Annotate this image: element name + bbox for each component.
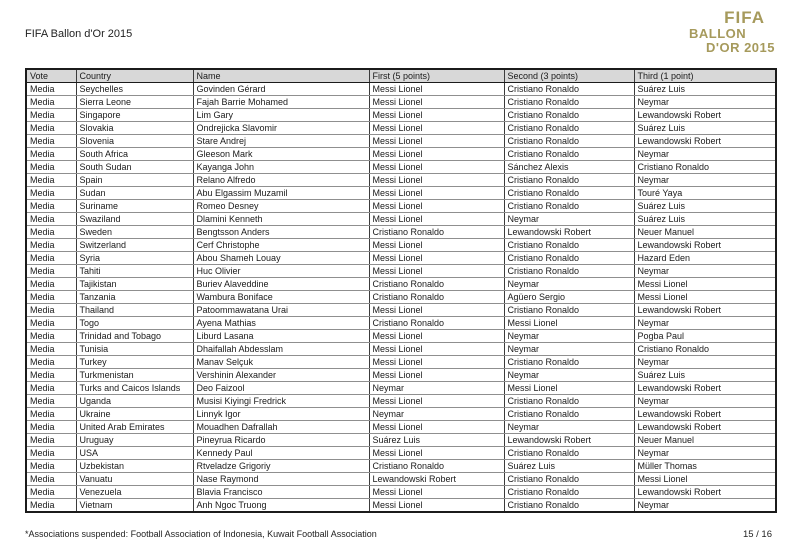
cell-name: Liburd Lasana	[193, 330, 369, 343]
cell-second: Neymar	[504, 213, 634, 226]
cell-vote: Media	[26, 343, 76, 356]
cell-first: Messi Lionel	[369, 343, 504, 356]
table-row	[26, 460, 776, 473]
cell-third: Messi Lionel	[634, 278, 776, 291]
cell-first: Cristiano Ronaldo	[369, 291, 504, 304]
cell-vote: Media	[26, 408, 76, 421]
cell-country: Suriname	[76, 200, 193, 213]
cell-first: Cristiano Ronaldo	[369, 226, 504, 239]
table-row	[26, 356, 776, 369]
cell-third: Lewandowski Robert	[634, 239, 776, 252]
cell-name: Anh Ngoc Truong	[193, 499, 369, 513]
cell-third: Lewandowski Robert	[634, 421, 776, 434]
cell-second: Cristiano Ronaldo	[504, 187, 634, 200]
cell-first: Messi Lionel	[369, 499, 504, 513]
table-row	[26, 83, 776, 96]
voting-results-table	[25, 68, 777, 513]
table-row	[26, 343, 776, 356]
cell-second: Cristiano Ronaldo	[504, 252, 634, 265]
cell-country: United Arab Emirates	[76, 421, 193, 434]
page-number: 15 / 16	[742, 529, 772, 540]
cell-first: Messi Lionel	[369, 161, 504, 174]
cell-name: Ondrejicka Slavomir	[193, 122, 369, 135]
cell-second: Cristiano Ronaldo	[504, 395, 634, 408]
cell-second: Cristiano Ronaldo	[504, 265, 634, 278]
cell-name: Bengtsson Anders	[193, 226, 369, 239]
cell-vote: Media	[26, 187, 76, 200]
table-row	[26, 434, 776, 447]
cell-vote: Media	[26, 135, 76, 148]
table-row	[26, 226, 776, 239]
cell-first: Suárez Luis	[369, 434, 504, 447]
cell-name: Mouadhen Dafrallah	[193, 421, 369, 434]
cell-first: Messi Lionel	[369, 252, 504, 265]
table-row	[26, 382, 776, 395]
logo-fifa-text: FIFA	[724, 8, 765, 27]
cell-first: Messi Lionel	[369, 174, 504, 187]
cell-third: Suárez Luis	[634, 369, 776, 382]
cell-country: Trinidad and Tobago	[76, 330, 193, 343]
cell-vote: Media	[26, 83, 76, 96]
header-cell-vote: Vote	[26, 69, 76, 83]
cell-name: Wambura Boniface	[193, 291, 369, 304]
cell-vote: Media	[26, 226, 76, 239]
cell-third: Suárez Luis	[634, 200, 776, 213]
cell-third: Lewandowski Robert	[634, 135, 776, 148]
cell-first: Cristiano Ronaldo	[369, 460, 504, 473]
cell-second: Neymar	[504, 421, 634, 434]
cell-name: Blavia Francisco	[193, 486, 369, 499]
cell-first: Messi Lionel	[369, 122, 504, 135]
cell-name: Pineyrua Ricardo	[193, 434, 369, 447]
cell-third: Neymar	[634, 174, 776, 187]
cell-second: Cristiano Ronaldo	[504, 148, 634, 161]
cell-third: Messi Lionel	[634, 291, 776, 304]
cell-vote: Media	[26, 382, 76, 395]
cell-second: Messi Lionel	[504, 317, 634, 330]
cell-country: Tunisia	[76, 343, 193, 356]
table-row	[26, 109, 776, 122]
cell-name: Manav Selçuk	[193, 356, 369, 369]
cell-first: Messi Lionel	[369, 213, 504, 226]
cell-name: Stare Andrej	[193, 135, 369, 148]
cell-first: Messi Lionel	[369, 304, 504, 317]
cell-vote: Media	[26, 174, 76, 187]
cell-second: Neymar	[504, 330, 634, 343]
cell-country: Switzerland	[76, 239, 193, 252]
cell-third: Lewandowski Robert	[634, 382, 776, 395]
cell-first: Messi Lionel	[369, 96, 504, 109]
cell-name: Gleeson Mark	[193, 148, 369, 161]
cell-third: Messi Lionel	[634, 473, 776, 486]
cell-vote: Media	[26, 317, 76, 330]
cell-third: Neymar	[634, 395, 776, 408]
cell-name: Fajah Barrie Mohamed	[193, 96, 369, 109]
cell-third: Hazard Eden	[634, 252, 776, 265]
cell-country: Togo	[76, 317, 193, 330]
cell-third: Neymar	[634, 356, 776, 369]
cell-country: USA	[76, 447, 193, 460]
cell-vote: Media	[26, 109, 76, 122]
page-title: FIFA Ballon d'Or 2015	[25, 28, 133, 40]
cell-second: Cristiano Ronaldo	[504, 356, 634, 369]
table-row	[26, 447, 776, 460]
header-cell-name: Name	[193, 69, 369, 83]
cell-country: South Sudan	[76, 161, 193, 174]
cell-vote: Media	[26, 213, 76, 226]
cell-third: Neuer Manuel	[634, 226, 776, 239]
cell-second: Lewandowski Robert	[504, 226, 634, 239]
cell-vote: Media	[26, 304, 76, 317]
table-row	[26, 369, 776, 382]
cell-name: Buriev Alaveddine	[193, 278, 369, 291]
cell-second: Cristiano Ronaldo	[504, 473, 634, 486]
cell-second: Cristiano Ronaldo	[504, 239, 634, 252]
cell-country: Slovenia	[76, 135, 193, 148]
header-cell-country: Country	[76, 69, 193, 83]
cell-first: Messi Lionel	[369, 369, 504, 382]
cell-third: Pogba Paul	[634, 330, 776, 343]
cell-first: Messi Lionel	[369, 135, 504, 148]
cell-name: Abu Elgassim Muzamil	[193, 187, 369, 200]
cell-second: Neymar	[504, 343, 634, 356]
cell-second: Cristiano Ronaldo	[504, 83, 634, 96]
cell-third: Touré Yaya	[634, 187, 776, 200]
cell-name: Abou Shameh Louay	[193, 252, 369, 265]
cell-vote: Media	[26, 369, 76, 382]
cell-first: Messi Lionel	[369, 356, 504, 369]
table-row	[26, 408, 776, 421]
table-row	[26, 148, 776, 161]
cell-first: Cristiano Ronaldo	[369, 278, 504, 291]
cell-third: Neymar	[634, 499, 776, 513]
cell-vote: Media	[26, 278, 76, 291]
cell-vote: Media	[26, 239, 76, 252]
cell-second: Cristiano Ronaldo	[504, 447, 634, 460]
cell-second: Messi Lionel	[504, 382, 634, 395]
table-row	[26, 265, 776, 278]
cell-country: Vietnam	[76, 499, 193, 513]
cell-vote: Media	[26, 122, 76, 135]
cell-first: Messi Lionel	[369, 486, 504, 499]
cell-vote: Media	[26, 460, 76, 473]
cell-first: Neymar	[369, 382, 504, 395]
cell-name: Musisi Kiyingi Fredrick	[193, 395, 369, 408]
cell-third: Suárez Luis	[634, 83, 776, 96]
cell-vote: Media	[26, 395, 76, 408]
cell-country: Spain	[76, 174, 193, 187]
cell-second: Agüero Sergio	[504, 291, 634, 304]
cell-name: Kennedy Paul	[193, 447, 369, 460]
cell-country: Turkey	[76, 356, 193, 369]
table-row	[26, 252, 776, 265]
header-cell-third: Third (1 point)	[634, 69, 776, 83]
logo-ballon-text: BALLON	[689, 26, 747, 41]
cell-country: Ukraine	[76, 408, 193, 421]
cell-first: Neymar	[369, 408, 504, 421]
cell-third: Cristiano Ronaldo	[634, 343, 776, 356]
cell-country: Turkmenistan	[76, 369, 193, 382]
cell-first: Messi Lionel	[369, 187, 504, 200]
cell-name: Huc Olivier	[193, 265, 369, 278]
cell-first: Cristiano Ronaldo	[369, 317, 504, 330]
cell-second: Cristiano Ronaldo	[504, 174, 634, 187]
cell-third: Suárez Luis	[634, 213, 776, 226]
cell-country: Thailand	[76, 304, 193, 317]
cell-vote: Media	[26, 434, 76, 447]
cell-third: Lewandowski Robert	[634, 408, 776, 421]
cell-name: Dhaifallah Abdesslam	[193, 343, 369, 356]
cell-name: Cerf Christophe	[193, 239, 369, 252]
cell-second: Cristiano Ronaldo	[504, 408, 634, 421]
table-row	[26, 200, 776, 213]
table-row	[26, 174, 776, 187]
cell-second: Lewandowski Robert	[504, 434, 634, 447]
cell-third: Cristiano Ronaldo	[634, 161, 776, 174]
cell-third: Lewandowski Robert	[634, 486, 776, 499]
cell-first: Messi Lionel	[369, 200, 504, 213]
cell-vote: Media	[26, 161, 76, 174]
cell-third: Neymar	[634, 447, 776, 460]
cell-second: Cristiano Ronaldo	[504, 96, 634, 109]
table-row	[26, 239, 776, 252]
cell-name: Ayena Mathias	[193, 317, 369, 330]
cell-country: Syria	[76, 252, 193, 265]
fifa-ballon-dor-logo	[689, 9, 775, 54]
table-row	[26, 278, 776, 291]
table-row	[26, 317, 776, 330]
cell-vote: Media	[26, 96, 76, 109]
cell-vote: Media	[26, 486, 76, 499]
cell-first: Messi Lionel	[369, 265, 504, 278]
cell-second: Neymar	[504, 278, 634, 291]
table-row	[26, 395, 776, 408]
cell-first: Messi Lionel	[369, 148, 504, 161]
logo-dor-2015-text: D'OR 2015	[705, 40, 775, 55]
cell-country: Vanuatu	[76, 473, 193, 486]
suspended-associations-footnote: *Associations suspended: Football Association of Indonesia, Kuwait Football Association	[25, 529, 377, 539]
cell-second: Cristiano Ronaldo	[504, 122, 634, 135]
cell-country: Slovakia	[76, 122, 193, 135]
cell-first: Messi Lionel	[369, 421, 504, 434]
cell-vote: Media	[26, 330, 76, 343]
cell-country: Sudan	[76, 187, 193, 200]
table-row	[26, 213, 776, 226]
table-row	[26, 486, 776, 499]
cell-second: Sánchez Alexis	[504, 161, 634, 174]
cell-second: Cristiano Ronaldo	[504, 200, 634, 213]
table-header-row	[26, 69, 776, 83]
table-row	[26, 291, 776, 304]
cell-vote: Media	[26, 447, 76, 460]
cell-country: Uruguay	[76, 434, 193, 447]
cell-second: Cristiano Ronaldo	[504, 499, 634, 513]
cell-third: Neymar	[634, 265, 776, 278]
table-row	[26, 96, 776, 109]
table-row	[26, 161, 776, 174]
cell-name: Rtveladze Grigoriy	[193, 460, 369, 473]
cell-name: Vershinin Alexander	[193, 369, 369, 382]
cell-first: Messi Lionel	[369, 109, 504, 122]
table-row	[26, 473, 776, 486]
cell-name: Linnyk Igor	[193, 408, 369, 421]
cell-country: Sweden	[76, 226, 193, 239]
cell-vote: Media	[26, 252, 76, 265]
table-row	[26, 122, 776, 135]
cell-country: Seychelles	[76, 83, 193, 96]
cell-country: Tajikistan	[76, 278, 193, 291]
cell-first: Lewandowski Robert	[369, 473, 504, 486]
cell-vote: Media	[26, 148, 76, 161]
cell-name: Deo Faizool	[193, 382, 369, 395]
table-row	[26, 304, 776, 317]
cell-name: Kayanga John	[193, 161, 369, 174]
cell-name: Govinden Gérard	[193, 83, 369, 96]
cell-country: South Africa	[76, 148, 193, 161]
cell-country: Swaziland	[76, 213, 193, 226]
table-body	[26, 83, 776, 513]
header-cell-first: First (5 points)	[369, 69, 504, 83]
cell-vote: Media	[26, 265, 76, 278]
cell-country: Uzbekistan	[76, 460, 193, 473]
header-cell-second: Second (3 points)	[504, 69, 634, 83]
cell-name: Relano Alfredo	[193, 174, 369, 187]
cell-second: Suárez Luis	[504, 460, 634, 473]
cell-name: Patoommawatana Urai	[193, 304, 369, 317]
table-row	[26, 135, 776, 148]
cell-first: Messi Lionel	[369, 395, 504, 408]
cell-first: Messi Lionel	[369, 330, 504, 343]
cell-country: Uganda	[76, 395, 193, 408]
table-row	[26, 187, 776, 200]
cell-country: Singapore	[76, 109, 193, 122]
table-header	[26, 69, 776, 83]
cell-second: Cristiano Ronaldo	[504, 486, 634, 499]
cell-country: Turks and Caicos Islands	[76, 382, 193, 395]
cell-name: Lim Gary	[193, 109, 369, 122]
cell-first: Messi Lionel	[369, 447, 504, 460]
cell-second: Cristiano Ronaldo	[504, 109, 634, 122]
cell-vote: Media	[26, 499, 76, 513]
cell-second: Neymar	[504, 369, 634, 382]
cell-third: Neymar	[634, 317, 776, 330]
cell-second: Cristiano Ronaldo	[504, 304, 634, 317]
cell-third: Lewandowski Robert	[634, 109, 776, 122]
cell-first: Messi Lionel	[369, 239, 504, 252]
cell-third: Neuer Manuel	[634, 434, 776, 447]
cell-third: Lewandowski Robert	[634, 304, 776, 317]
table-row	[26, 330, 776, 343]
cell-third: Müller Thomas	[634, 460, 776, 473]
cell-vote: Media	[26, 473, 76, 486]
cell-country: Tahiti	[76, 265, 193, 278]
cell-country: Tanzania	[76, 291, 193, 304]
cell-country: Venezuela	[76, 486, 193, 499]
cell-name: Romeo Desney	[193, 200, 369, 213]
table-row	[26, 499, 776, 513]
table-row	[26, 421, 776, 434]
cell-first: Messi Lionel	[369, 83, 504, 96]
cell-name: Nase Raymond	[193, 473, 369, 486]
cell-vote: Media	[26, 291, 76, 304]
cell-third: Suárez Luis	[634, 122, 776, 135]
cell-second: Cristiano Ronaldo	[504, 135, 634, 148]
cell-country: Sierra Leone	[76, 96, 193, 109]
cell-name: Dlamini Kenneth	[193, 213, 369, 226]
cell-third: Neymar	[634, 148, 776, 161]
cell-vote: Media	[26, 421, 76, 434]
cell-third: Neymar	[634, 96, 776, 109]
cell-vote: Media	[26, 200, 76, 213]
cell-vote: Media	[26, 356, 76, 369]
